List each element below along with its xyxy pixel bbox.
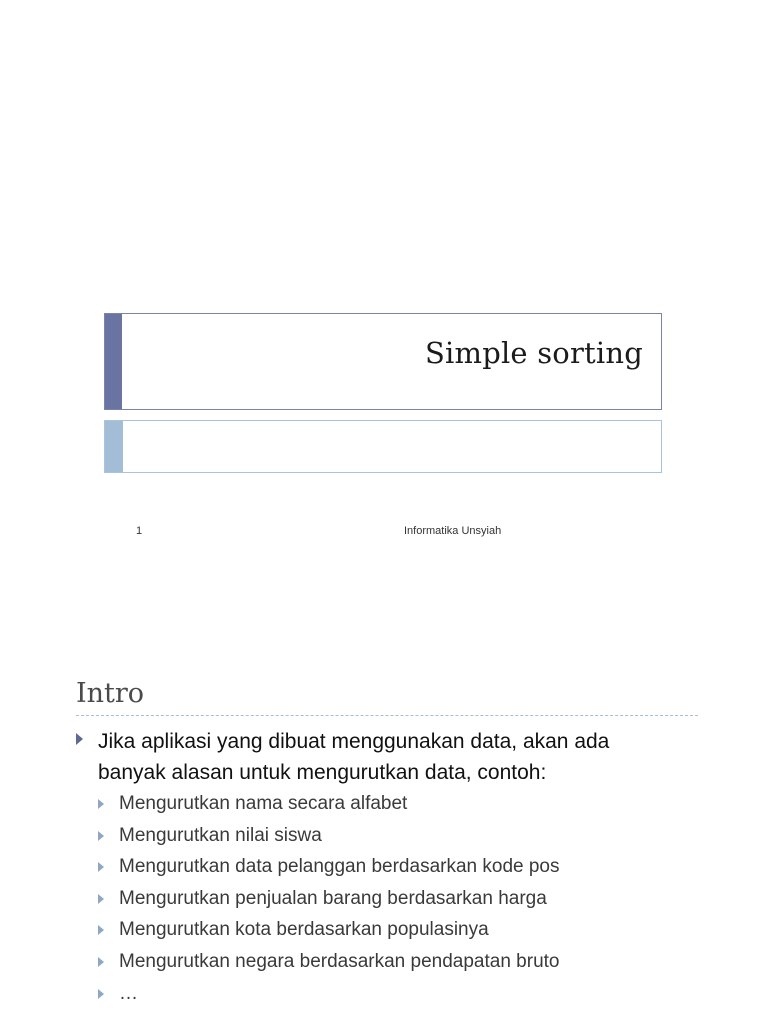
list-item-text: Mengurutkan kota berdasarkan populasinya [119,919,489,941]
main-bullet [76,726,676,788]
triangle-bullet-icon [76,733,83,745]
triangle-bullet-icon [98,894,104,904]
triangle-bullet-icon [98,799,104,809]
intro-slide [0,620,768,1024]
triangle-bullet-icon [98,989,104,999]
title-box [104,313,662,410]
subtitle-box [104,420,662,473]
slide-heading: Intro [76,678,145,709]
slide-number: 1 [136,525,143,537]
heading-divider [76,715,698,716]
list-item [98,788,698,820]
list-item-text: Mengurutkan data pelanggan berdasarkan kode pos [119,856,560,878]
list-item-text: Mengurutkan penjualan barang berdasarkan harga [119,887,547,909]
list-item-text: … [119,982,138,1004]
list-item [98,914,698,946]
list-item [98,883,698,915]
subtitle-accent-bar [105,421,123,472]
list-item [98,820,698,852]
list-item [98,851,698,883]
triangle-bullet-icon [98,831,104,841]
list-item-text: Mengurutkan nama secara alfabet [119,793,408,814]
list-item-text: Mengurutkan nilai siswa [119,824,322,846]
triangle-bullet-icon [98,925,104,935]
triangle-bullet-icon [98,862,104,872]
title-accent-bar [105,314,122,409]
slide-footer: Informatika Unsyiah [404,525,502,537]
slide-title: Simple sorting [424,336,643,370]
sub-bullet-list [98,788,698,1009]
triangle-bullet-icon [98,957,104,967]
main-bullet-text: Jika aplikasi yang dibuat menggunakan data, akan ada banyak alasan untuk mengurutkan data, contoh: [98,730,610,784]
list-item [98,978,698,1010]
list-item-text: Mengurutkan negara berdasarkan pendapatan bruto [119,950,560,972]
list-item [98,946,698,978]
